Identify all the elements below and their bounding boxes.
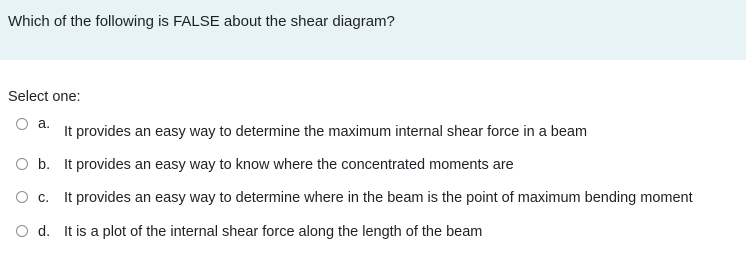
radio-unchecked-icon[interactable] xyxy=(16,191,28,203)
option-letter: d. xyxy=(38,224,51,240)
answer-option-d[interactable] xyxy=(16,222,736,244)
option-label: It provides an easy way to determine the maximum internal shear force in a beam xyxy=(64,124,588,140)
option-letter: b. xyxy=(38,157,51,173)
select-prompt: Select one: xyxy=(8,89,81,105)
option-label: It provides an easy way to determine where in the beam is the point of maximum bending moment xyxy=(64,190,693,206)
radio-unchecked-icon[interactable] xyxy=(16,158,28,170)
answer-option-b[interactable] xyxy=(16,155,736,177)
option-letter: c. xyxy=(38,190,50,206)
question-text: Which of the following is FALSE about the shear diagram? xyxy=(8,13,395,30)
radio-unchecked-icon[interactable] xyxy=(16,225,28,237)
question-box xyxy=(0,0,746,60)
answer-option-c[interactable] xyxy=(16,188,736,210)
option-label: It is a plot of the internal shear force along the length of the beam xyxy=(64,224,483,240)
option-letter: a. xyxy=(38,116,51,132)
option-label: It provides an easy way to know where the concentrated moments are xyxy=(64,157,514,173)
radio-unchecked-icon[interactable] xyxy=(16,118,28,130)
answer-option-a[interactable] xyxy=(16,118,736,140)
